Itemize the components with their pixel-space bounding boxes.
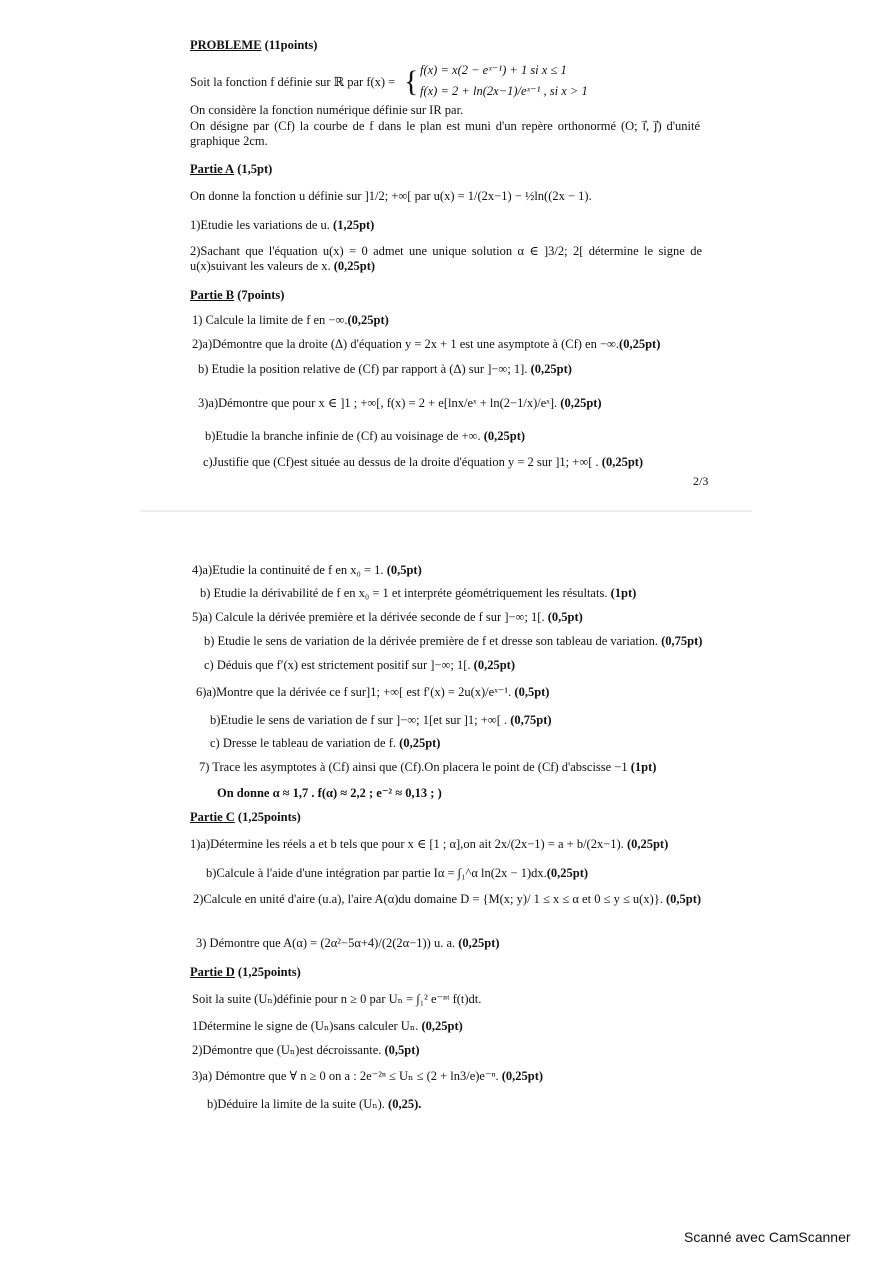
partC-q3-text: 3) Démontre que A(α) = (2α²−5α+4)/(2(2α−1)) u. a. [196,936,456,950]
partD-q3b-text: b)Déduire la limite de la suite (Uₙ). [207,1097,385,1111]
camscanner-footer: Scanné avec CamScanner [684,1229,851,1245]
partB-q6b [210,713,552,728]
designe-line: On désigne par (Cf) la courbe de f dans le plan est muni d'un repère orthonormé (O; i⃗, j⃗) d'unité graphique 2cm. [190,119,700,148]
partB-q5a [192,610,583,625]
partC-q1b-points: (0,25pt) [546,866,589,880]
partA-q2 [190,244,702,274]
partD-q2-points: (0,5pt) [384,1043,420,1057]
partA-q2-points: (0,25pt) [333,259,376,273]
partB-points: (7points) [237,288,285,302]
partB-q4a-text: 4)a)Etudie la continuité de f en x₀ = 1. [192,563,384,577]
partD-intro: Soit la suite (Uₙ)définie pour n ≥ 0 par Uₙ = ∫₁² e⁻ⁿᵗ f(t)dt. [192,992,482,1006]
partB-title: Partie B [190,288,235,302]
partA-q2-text: 2)Sachant que l'équation u(x) = 0 admet une unique solution α ∈ ]3/2; 2[ détermine le signe de u(x)suivant les valeurs de x. [190,244,702,273]
partB-q3a-points: (0,25pt) [560,396,602,410]
partB-q2a-points: (0,25pt) [619,337,661,351]
partB-q3c-points: (0,25pt) [601,455,644,469]
partA-points: (1,5pt) [237,162,273,176]
partC-q3-points: (0,25pt) [458,936,500,950]
partB-q6c-points: (0,25pt) [399,736,441,750]
partC-q1b-text: b)Calcule à l'aide d'une intégration par partie Iα = ∫₁^α ln(2x − 1)dx. [206,866,547,880]
partB-q3c [203,455,643,470]
partB-q5b [204,634,702,649]
problem-title: PROBLEME [190,38,262,52]
partB-heading [190,288,284,303]
partB-q3b-text: b)Etudie la branche infinie de (Cf) au voisinage de +∞. [205,429,481,443]
partA-title: Partie A [190,162,235,176]
partB-q4a-points: (0,5pt) [386,563,422,577]
partB-q6b-text: b)Etudie le sens de variation de f sur ]−∞; 1[et sur ]1; +∞[ . [210,713,508,727]
function-case-1: f(x) = x(2 − eˣ⁻¹) + 1 si x ≤ 1 [420,63,567,77]
partB-q5c-text: c) Déduis que f′(x) est strictement positif sur ]−∞; 1[. [204,658,471,672]
partD-q3a-points: (0,25pt) [501,1069,544,1083]
partB-q5c-points: (0,25pt) [473,658,515,672]
partC-q1a-text: 1)a)Détermine les réels a et b tels que pour x ∈ [1 ; α],on ait 2x/(2x−1) = a + b/(2x−1). [190,837,624,851]
partB-q5b-text: b) Etudie le sens de variation de la dérivée première de f et dresse son tableau de variation. [204,634,658,648]
partB-q3c-text: c)Justifie que (Cf)est située au dessus de la droite d'équation y = 2 sur ]1; +∞[ . [203,455,599,469]
partA-q1-text: 1)Etudie les variations de u. [190,218,330,232]
partB-q1 [192,313,389,328]
partB-q4a [192,563,422,578]
partB-q2b-text: b) Etudie la position relative de (Cf) par rapport à (Δ) sur ]−∞; 1]. [198,362,528,376]
function-case-2: f(x) = 2 + ln(2x−1)/eˣ⁻¹ , si x > 1 [420,84,588,98]
partB-q4b [200,586,636,601]
problem-points: (11points) [264,38,318,52]
partB-q2b-points: (0,25pt) [530,362,572,376]
partD-points: (1,25points) [237,965,301,979]
partC-heading [190,810,301,825]
partC-q2-points: (0,5pt) [666,892,702,906]
page-divider [140,510,752,512]
partC-q2-text: 2)Calcule en unité d'aire (u.a), l'aire A(α)du domaine D = {M(x; y)/ 1 ≤ x ≤ α et 0 ≤ y ≤ u(x)}. [193,892,663,906]
partC-q1a-points: (0,25pt) [626,837,669,851]
partD-q2-text: 2)Démontre que (Uₙ)est décroissante. [192,1043,382,1057]
partD-q3a-text: 3)a) Démontre que ∀ n ≥ 0 on a : 2e⁻²ⁿ ≤ Uₙ ≤ (2 + ln3/e)e⁻ⁿ. [192,1069,499,1083]
partB-q3b [205,429,525,444]
partC-points: (1,25points) [237,810,301,824]
partB-q3a [198,396,602,411]
partB-q1-text: 1) Calcule la limite de f en −∞. [192,313,348,327]
partD-heading [190,965,301,980]
page-number: 2/3 [693,474,709,488]
partC-q2 [193,892,705,907]
partB-q3b-points: (0,25pt) [483,429,526,443]
partD-title: Partie D [190,965,235,979]
partD-q2 [192,1043,420,1058]
partB-q5c [204,658,515,673]
partC-title: Partie C [190,810,235,824]
partD-q1 [192,1019,463,1034]
partB-q2a [192,337,660,352]
partB-q4b-text: b) Etudie la dérivabilité de f en x₀ = 1 et interpréte géométriquement les résultats. [200,586,608,600]
partB-q6c-text: c) Dresse le tableau de variation de f. [210,736,397,750]
partD-q3a [192,1069,543,1084]
partB-q4b-points: (1pt) [610,586,637,600]
partB-q5b-points: (0,75pt) [661,634,703,648]
partB-q2b [198,362,572,377]
partB-q6a-points: (0,5pt) [514,685,550,699]
partD-q1-points: (0,25pt) [421,1019,463,1033]
partA-intro: On donne la fonction u définie sur ]1/2; +∞[ par u(x) = 1/(2x−1) − ½ln((2x − 1). [190,189,592,203]
partB-q7 [199,760,656,775]
partB-q1-points: (0,25pt) [347,313,389,327]
partD-q3b [207,1097,421,1112]
partD-q1-text: 1Détermine le signe de (Uₙ)sans calculer Uₙ. [192,1019,419,1033]
partB-q7-points: (1pt) [630,760,657,774]
partD-q3b-points: (0,25). [388,1097,422,1111]
partB-q6a [196,685,549,700]
partC-q3 [196,936,500,951]
partB-q6a-text: 6)a)Montre que la dérivée ce f sur]1; +∞[ est f′(x) = 2u(x)/eˣ⁻¹. [196,685,512,699]
partB-q2a-text: 2)a)Démontre que la droite (Δ) d'équation y = 2x + 1 est une asymptote à (Cf) en −∞. [192,337,620,351]
partB-given-values: On donne α ≈ 1,7 . f(α) ≈ 2,2 ; e⁻² ≈ 0,13 ; ) [217,786,442,800]
partB-q6c [210,736,440,751]
partB-q5a-points: (0,5pt) [547,610,583,624]
function-brace: { [404,65,419,98]
partB-q3a-text: 3)a)Démontre que pour x ∈ ]1 ; +∞[, f(x) = 2 + e[lnx/eˣ + ln(2−1/x)/eˣ]. [198,396,558,410]
consider-line: On considère la fonction numérique définie sur IR par. [190,103,464,117]
partA-q1 [190,218,374,233]
problem-header [190,38,317,53]
partA-heading [190,162,272,177]
partC-q1b [206,866,588,881]
function-definition-intro: Soit la fonction f définie sur ℝ par f(x) = [190,75,396,89]
partC-q1a [190,837,668,852]
partA-q1-points: (1,25pt) [333,218,375,232]
partB-q6b-points: (0,75pt) [510,713,552,727]
partB-q7-text: 7) Trace les asymptotes à (Cf) ainsi que (Cf).On placera le point de (Cf) d'abscisse −1 [199,760,628,774]
partB-q5a-text: 5)a) Calcule la dérivée première et la dérivée seconde de f sur ]−∞; 1[. [192,610,545,624]
